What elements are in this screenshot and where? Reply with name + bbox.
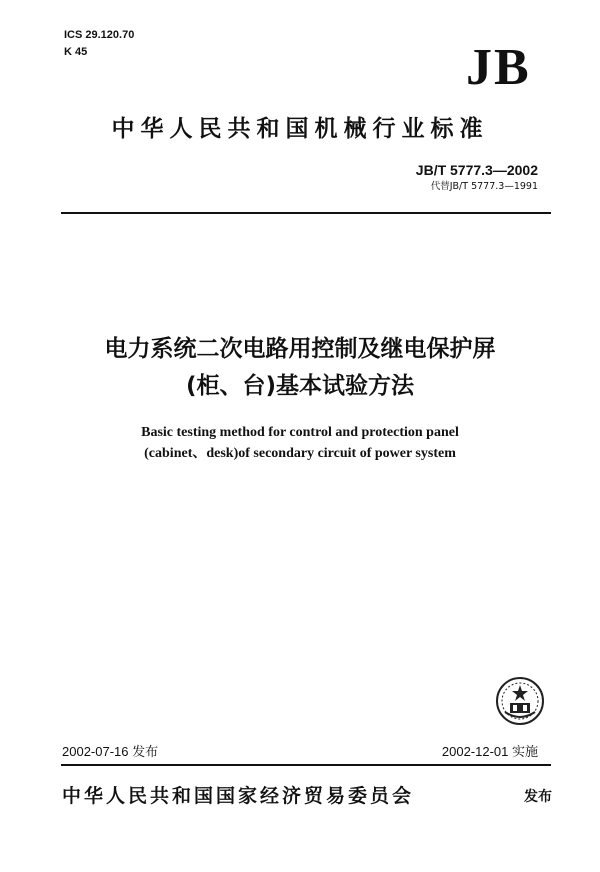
english-title-line-2: (cabinet、desk)of secondary circuit of power system: [144, 446, 456, 461]
english-title-line-1: Basic testing method for control and protection panel: [141, 425, 459, 440]
state-emblem-icon: [495, 676, 545, 726]
ics-code: ICS 29.120.70: [64, 29, 135, 41]
implement-date: 2002-12-01 实施: [441, 744, 538, 759]
replaces-standard: 代替JB/T 5777.3—1991: [430, 181, 538, 192]
header-divider: [61, 212, 551, 214]
publish-date: 2002-07-16 发布: [62, 744, 159, 759]
chinese-title-line-1: 电力系统二次电路用控制及继电保护屏: [104, 336, 496, 362]
standard-category-title: 中华人民共和国机械行业标准: [111, 116, 489, 142]
standard-number: JB/T 5777.3—2002: [415, 162, 538, 178]
chinese-title-line-2: (柜、台)基本试验方法: [185, 373, 415, 399]
issue-label: 发布: [524, 789, 552, 805]
issuing-authority: 中华人民共和国国家经济贸易委员会: [62, 785, 415, 807]
footer-divider: [61, 764, 551, 766]
jb-mark: JB: [466, 39, 531, 96]
classification-code: K 45: [64, 46, 88, 58]
